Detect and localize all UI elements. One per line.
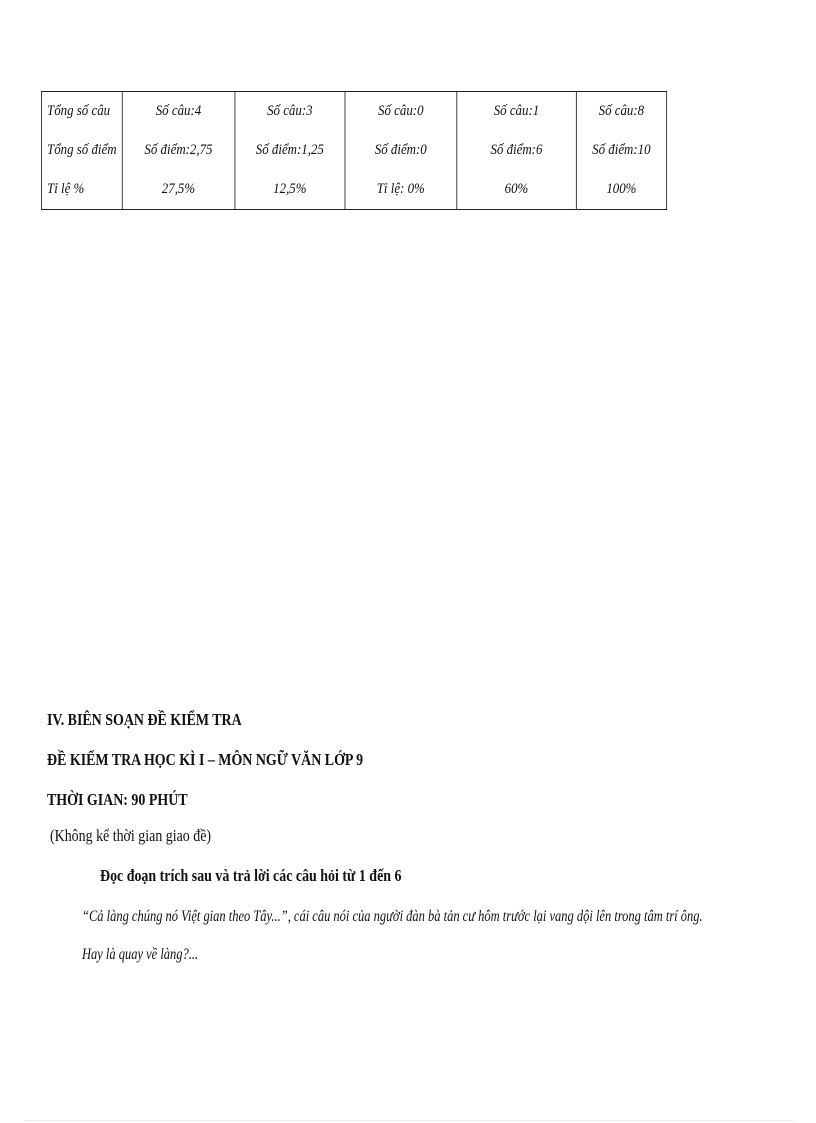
table-cell: Tỉ lệ: 0% — [345, 170, 457, 210]
exam-title: ĐỀ KIỂM TRA HỌC KÌ I – MÔN NGỮ VĂN LỚP 9 — [47, 750, 364, 769]
exam-note: (Không kể thời gian giao đề) — [50, 826, 212, 845]
table-row — [41, 92, 666, 132]
table-cell: 60% — [457, 170, 577, 210]
exam-time: THỜI GIAN: 90 PHÚT — [47, 790, 188, 809]
table-cell: Số điểm:10 — [576, 131, 666, 170]
table-row — [41, 131, 666, 170]
row-label: Tổng số câu — [41, 92, 122, 132]
table-cell: Số câu:4 — [122, 92, 235, 132]
table-cell: 27,5% — [122, 170, 235, 210]
table-cell: Số câu:8 — [576, 92, 666, 132]
table-row — [41, 170, 666, 210]
table-cell: 12,5% — [235, 170, 345, 210]
instruction: Đọc đoạn trích sau và trả lời các câu hỏi từ 1 đến 6 — [100, 866, 402, 885]
quote-line: “Cả làng chúng nó Việt gian theo Tây...”, cái câu nói của người đàn bà tản cư hôm trước lại vang dội lên trong tâm trí ông. — [82, 908, 703, 925]
table-cell: Số điểm:2,75 — [122, 131, 235, 170]
quote-line: Hay là quay về làng?... — [82, 946, 199, 963]
page-bottom-divider — [24, 1120, 794, 1121]
table-cell: Số câu:1 — [457, 92, 577, 132]
section-title: IV. BIÊN SOẠN ĐỀ KIỂM TRA — [47, 710, 242, 729]
table-cell: Số câu:0 — [345, 92, 457, 132]
row-label: Tổng số điểm — [41, 131, 122, 170]
table-cell: Số điểm:6 — [457, 131, 577, 170]
summary-table — [41, 91, 667, 210]
table-cell: Số câu:3 — [235, 92, 345, 132]
table-cell: Số điểm:1,25 — [235, 131, 345, 170]
table-cell: Số điểm:0 — [345, 131, 457, 170]
row-label: Tỉ lệ % — [41, 170, 122, 210]
table-cell: 100% — [576, 170, 666, 210]
